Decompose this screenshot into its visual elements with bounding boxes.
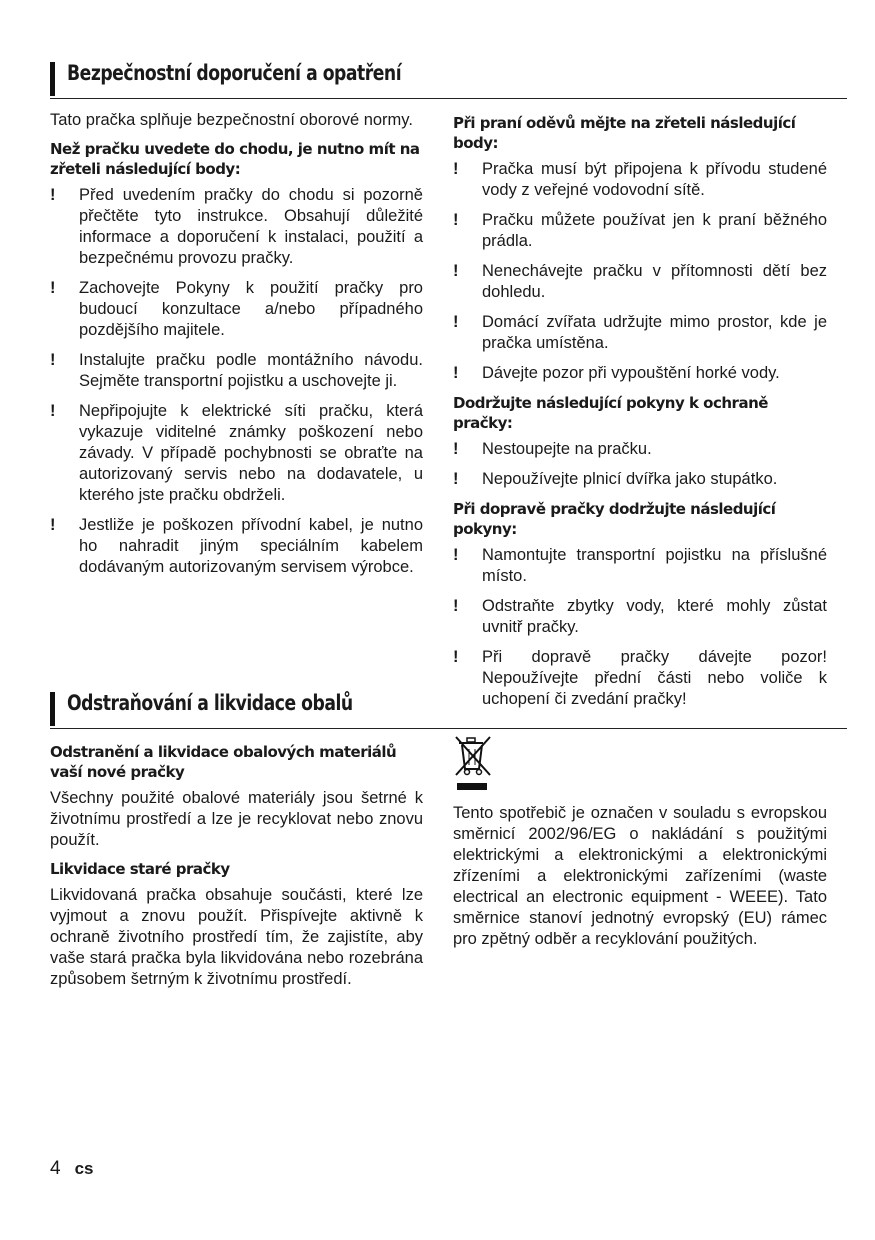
heading-bar bbox=[50, 692, 55, 726]
list-item: ! Odstraňte zbytky vody, které mohly zůstat uvnitř pračky. bbox=[453, 597, 827, 636]
disposal-right-column bbox=[453, 803, 827, 958]
list-item: ! Jestliže je poškozen přívodní kabel, je nutno ho nahradit jiným speciálním kabelem dodávaným autorizovaným servisem výrobce. bbox=[50, 516, 423, 576]
subheading: Likvidace staré pračky bbox=[50, 860, 230, 878]
list-item: ! Pračka musí být připojena k přívodu studené vody z veřejné vodovodní sítě. bbox=[453, 160, 827, 199]
language-code: cs bbox=[74, 1159, 94, 1178]
page-number: 4 bbox=[50, 1158, 61, 1179]
subheading: Při praní oděvů mějte na zřeteli následující body: bbox=[453, 114, 796, 152]
crossed-out-wheelie-bin-icon bbox=[453, 733, 493, 795]
list-item: ! Namontujte transportní pojistku na příslušné místo. bbox=[453, 546, 827, 585]
section-heading-disposal bbox=[50, 688, 847, 729]
disposal-left-column bbox=[50, 742, 423, 998]
section-title: Odstraňování a likvidace obalů bbox=[67, 691, 353, 715]
section-heading-safety bbox=[50, 58, 847, 99]
list-item: ! Nenechávejte pračku v přítomnosti dětí bez dohledu. bbox=[453, 262, 827, 301]
list-item: ! Pračku můžete používat jen k praní běžného prádla. bbox=[453, 211, 827, 250]
list-item: ! Nepřipojujte k elektrické síti pračku, která vykazuje viditelné známky poškození nebo závady. V případě pochybnosti se obraťte na autorizovaný servis nebo na dodavatele, u kterého jste pračku obdrželi. bbox=[50, 402, 423, 504]
heading-bar bbox=[50, 62, 55, 96]
safety-right-column bbox=[453, 113, 827, 719]
subheading: Při dopravě pračky dodržujte následující pokyny: bbox=[453, 500, 776, 538]
list-item: ! Zachovejte Pokyny k použití pračky pro budoucí konzultace a/nebo případného pozdějšího majitele. bbox=[50, 279, 423, 339]
paragraph: Likvidovaná pračka obsahuje součásti, které lze vyjmout a znovu použít. Přispívejte aktivně k ochraně životního prostředí tím, že zajistíte, aby vaše stará pračka byla likvidována nebo rozebrána způsobem šetrným k životnímu prostředí. bbox=[50, 886, 423, 988]
paragraph: Tento spotřebič je označen v souladu s evropskou směrnicí 2002/96/EG o nakládání s použitými elektrickými a elektronickými a elektronickými zřízeními a elektronickými zařízeními (waste electrical an electronic equipment - WEEE). Tato směrnice stanoví jednotný evropský (EU) rámec pro zpětný odběr a recyklování použitých. bbox=[453, 804, 827, 948]
list-item: ! Při dopravě pračky dávejte pozor! Nepoužívejte přední části nebo voliče k uchopení či zvedání pračky! bbox=[453, 648, 827, 708]
paragraph: Všechny použité obalové materiály jsou šetrné k životnímu prostředí a lze je recyklovat nebo znovu použít. bbox=[50, 789, 423, 849]
list-item: ! Před uvedením pračky do chodu si pozorně přečtěte tyto instrukce. Obsahují důležité informace a doporučení k instalaci, použití a bezpečnému provozu pračky. bbox=[50, 186, 423, 267]
subheading: Dodržujte následující pokyny k ochraně pračky: bbox=[453, 394, 768, 432]
subheading: Než pračku uvedete do chodu, je nutno mít na zřeteli následující body: bbox=[50, 140, 420, 178]
list-item: ! Nestoupejte na pračku. bbox=[453, 440, 652, 458]
section-title: Bezpečnostní doporučení a opatření bbox=[67, 61, 402, 85]
list-item: ! Instalujte pračku podle montážního návodu. Sejměte transportní pojistku a uschovejte ji. bbox=[50, 351, 423, 390]
list-item: ! Dávejte pozor při vypouštění horké vody. bbox=[453, 364, 780, 382]
page-footer bbox=[50, 1158, 94, 1180]
safety-left-column bbox=[50, 110, 423, 587]
list-item: ! Nepoužívejte plnicí dvířka jako stupátko. bbox=[453, 470, 778, 488]
subheading: Odstranění a likvidace obalových materiálů vaší nové pračky bbox=[50, 743, 397, 781]
intro-text: Tato pračka splňuje bezpečnostní oborové normy. bbox=[50, 111, 413, 129]
list-item: ! Domácí zvířata udržujte mimo prostor, kde je pračka umístěna. bbox=[453, 313, 827, 352]
